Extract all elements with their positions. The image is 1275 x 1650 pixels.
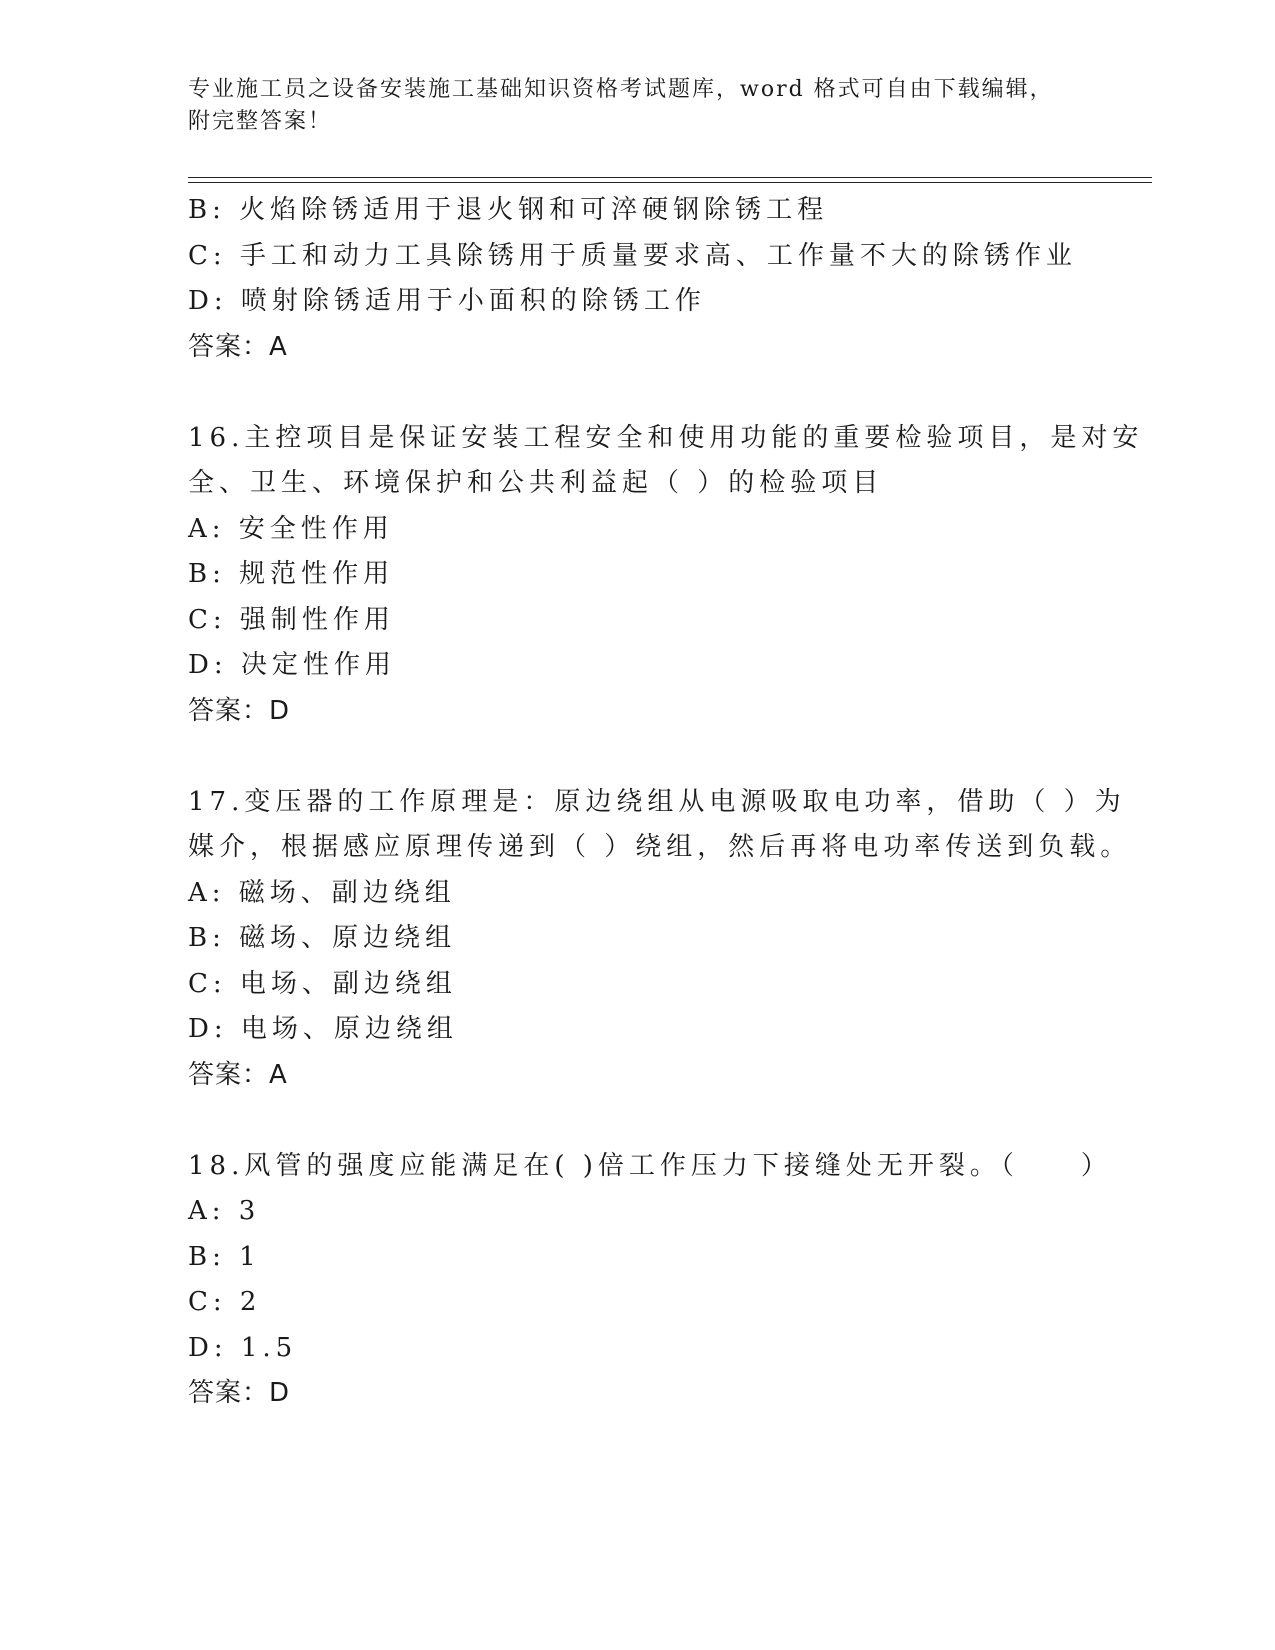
- question-stem: 17.变压器的工作原理是：原边绕组从电源吸取电功率，借助（ ）为: [188, 786, 1126, 817]
- question-list: [188, 188, 1144, 1417]
- option-d: D: 决定性作用: [188, 650, 396, 680]
- option-a: A: 3: [188, 1196, 261, 1226]
- question-stem: 媒介，根据感应原理传递到（ ）绕组，然后再将电功率传送到负载。: [188, 832, 1132, 862]
- answer-line: 答案：A: [188, 331, 288, 362]
- question-17: [188, 780, 1132, 1099]
- question-stem: 16.主控项目是保证安装工程安全和使用功能的重要检验项目，是对安: [188, 422, 1144, 453]
- option-b: B: 磁场、原边绕组: [188, 923, 457, 953]
- option-b: B: 规范性作用: [188, 559, 395, 589]
- option-d: D: 喷射除锈适用于小面积的除锈工作: [188, 286, 706, 316]
- option-d: D: 1.5: [188, 1332, 298, 1363]
- question-16: [188, 416, 1144, 735]
- option-c: C: 手工和动力工具除锈用于质量要求高、工作量不大的除锈作业: [188, 240, 1077, 271]
- header-divider-top: [188, 177, 1152, 178]
- header-divider-bottom: [188, 182, 1152, 183]
- option-a: A: 磁场、副边绕组: [188, 877, 456, 908]
- question-stem: 全、卫生、环境保护和公共利益起（ ）的检验项目: [188, 468, 884, 498]
- question-15-continued: [188, 188, 1088, 370]
- option-b: B: 1: [188, 1241, 261, 1272]
- option-c: C: 2: [188, 1287, 262, 1317]
- header-line-1: 专业施工员之设备安装施工基础知识资格考试题库，word 格式可自由下载编辑，: [188, 77, 1054, 102]
- option-d: D: 电场、原边绕组: [188, 1014, 458, 1044]
- answer-line: 答案：A: [188, 1059, 288, 1090]
- option-a: A: 安全性作用: [188, 513, 394, 544]
- option-c: C: 电场、副边绕组: [188, 968, 457, 999]
- header-line-2: 附完整答案！: [188, 109, 333, 134]
- question-stem: 18.风管的强度应能满足在( )倍工作压力下接缝处无开裂。（ ）: [188, 1150, 1112, 1181]
- document-header: [188, 74, 1088, 138]
- question-18: [188, 1144, 1112, 1417]
- option-b: B: 火焰除锈适用于退火钢和可淬硬钢除锈工程: [188, 195, 829, 225]
- answer-line: 答案：D: [188, 695, 291, 726]
- option-c: C: 强制性作用: [188, 604, 395, 635]
- answer-line: 答案：D: [188, 1378, 291, 1408]
